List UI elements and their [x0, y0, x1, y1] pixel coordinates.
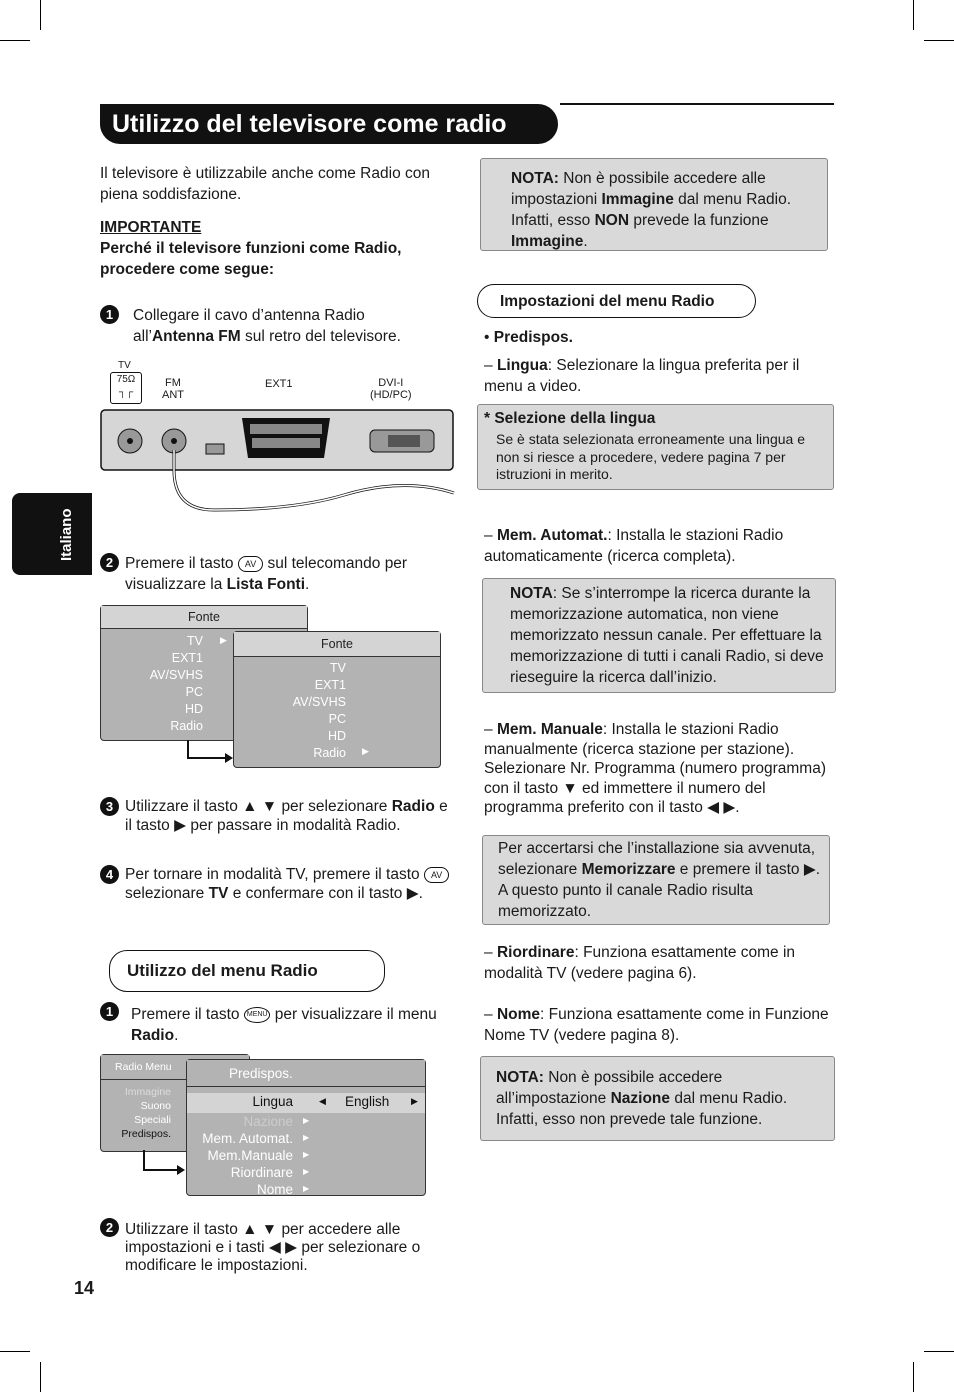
mem-man-text: – Mem. Manuale: Installa le stazioni Radio manualmente (ricerca stazione per stazione). Selezionare Nr. Programma (numero programma) con il tasto ▼ ed immettere il numero del programma preferito con il tasto ◀ ▶. — [484, 721, 826, 816]
arrow-right-icon: ▶ — [362, 746, 369, 756]
menu-item[interactable]: EXT1 — [171, 651, 203, 665]
menu-items — [234, 657, 440, 762]
title-rule — [560, 103, 834, 105]
menu-item[interactable]: Mem. Automat. — [202, 1131, 293, 1146]
step-number: 1 — [100, 1002, 119, 1021]
arrow-left-icon: ◀ — [319, 1096, 326, 1106]
info-box — [482, 835, 830, 925]
av-button-icon: AV — [238, 556, 263, 572]
menu-item[interactable]: Radio — [170, 719, 203, 733]
info-text: Se è stata selezionata erroneamente una lingua e non si riesce a procedere, vedere pagina 7 per istruzioni in merito. — [496, 431, 805, 482]
note-box — [482, 578, 836, 693]
menu-item[interactable]: Predispos. — [121, 1128, 171, 1140]
note-text: NOTA: Non è possibile accedere all’impostazione Nazione dal menu Radio. Infatti, esso non prevede tale funzione. — [496, 1069, 788, 1128]
tv-label: TV — [118, 360, 131, 371]
s2-step1-text: Premere il tasto MENU per visualizzare il menu Radio. — [131, 1006, 437, 1044]
menu-item[interactable]: TV — [330, 661, 346, 675]
note-box — [480, 1056, 835, 1141]
arrow-right-icons: ▶ ▶ ▶ ▶ ▶ — [303, 1116, 310, 1193]
menu-item[interactable]: TV — [187, 634, 203, 648]
menu-item[interactable]: EXT1 — [314, 678, 346, 692]
step3-text: Utilizzare il tasto ▲ ▼ per selezionare Radio e il tasto ▶ per passare in modalità Radio. — [125, 798, 448, 834]
menu-button-icon: MENU — [244, 1007, 271, 1023]
nome-text: – Nome: Funziona esattamente come in Funzione Nome TV (vedere pagina 8). — [484, 1006, 829, 1044]
menu-item[interactable]: PC — [185, 685, 203, 699]
note-text: NOTA: Non è possibile accedere alle impostazioni Immagine dal menu Radio. Infatti, esso NON prevede la funzione Immagine. — [511, 170, 792, 250]
fm-ant-label: FM ANT — [162, 377, 184, 401]
crop-mark — [40, 1362, 41, 1392]
menu-item[interactable]: Riordinare — [230, 1165, 293, 1180]
fonte-submenu — [233, 631, 441, 768]
menu-item[interactable]: Nazione — [243, 1114, 293, 1129]
crop-mark — [0, 1351, 30, 1352]
menu-item[interactable]: Nome — [256, 1182, 293, 1197]
note-text: NOTA: Se s’interrompe la ricerca durante la memorizzazione automatica, non viene memorizzato nessun canale. Per effettuare la memorizzazione di tutti i canali Radio, si deve rieseguire la ricerca dall’inizio. — [510, 585, 824, 686]
step4-text: Per tornare in modalità TV, premere il tasto AV selezionare TV e confermare con il tasto ▶. — [125, 865, 457, 903]
menu-item[interactable]: Speciali — [134, 1114, 171, 1126]
arrow-right-icon: ▶ — [220, 635, 227, 645]
menu-link-arrow — [140, 1150, 188, 1176]
step-number: 2 — [100, 553, 119, 572]
info-box — [477, 404, 834, 490]
menu-item[interactable]: PC — [328, 712, 346, 726]
intro-text: Il televisore è utilizzabile anche come Radio con piena soddisfazione. — [100, 165, 430, 203]
menu-item[interactable]: AV/SVHS — [149, 668, 203, 682]
crop-mark — [40, 0, 41, 30]
info-text: Per accertarsi che l’installazione sia avvenuta, selezionare Memorizzare e premere il tasto ▶. A questo punto il canale Radio risulta memorizzato. — [498, 840, 821, 920]
step-number: 2 — [100, 1218, 119, 1237]
menu-item[interactable]: HD — [184, 702, 203, 716]
step-number: 4 — [100, 865, 119, 884]
section-heading: Impostazioni del menu Radio — [477, 284, 756, 318]
menu-item[interactable]: Immagine — [124, 1086, 171, 1098]
menu-item[interactable]: AV/SVHS — [292, 695, 346, 709]
menu-header: Predispos. — [187, 1060, 425, 1087]
crop-mark — [0, 40, 30, 41]
predispos-menu — [186, 1059, 426, 1196]
menu-header: Radio Menu — [101, 1055, 249, 1080]
menu-link-arrow — [185, 740, 235, 764]
step2-text: Premere il tasto AV sul telecomando per visualizzare la Lista Fonti. — [125, 555, 408, 593]
bullet-item: • Predispos. — [484, 329, 573, 346]
crop-mark — [924, 1351, 954, 1352]
crop-mark — [913, 1362, 914, 1392]
lingua-text: – Lingua: Selezionare la lingua preferita per il menu a video. — [484, 357, 800, 395]
menu-item[interactable]: HD — [327, 729, 346, 743]
menu-header: Fonte — [234, 632, 440, 657]
menu-item[interactable]: Suono — [140, 1100, 171, 1112]
step-number: 3 — [100, 797, 119, 816]
important-heading: IMPORTANTE — [100, 219, 202, 236]
connector-diagram — [100, 358, 460, 518]
step-number: 1 — [100, 305, 119, 324]
ext1-label: EXT1 — [265, 378, 293, 390]
riordinare-text: – Riordinare: Funziona esattamente come in modalità TV (vedere pagina 6). — [484, 944, 796, 982]
value-text: English — [345, 1094, 390, 1109]
menu-item[interactable]: Radio — [313, 746, 346, 760]
arrow-right-icon: ▶ — [411, 1096, 418, 1106]
mem-auto-text: – Mem. Automat.: Installa le stazioni Radio automaticamente (ricerca completa). — [484, 527, 784, 565]
s2-step2-text: Utilizzare il tasto ▲ ▼ per accedere alle impostazioni e i tasti ◀ ▶ per selezionare o modificare le impostazioni. — [125, 1221, 421, 1274]
menu-item[interactable]: Mem.Manuale — [207, 1148, 293, 1163]
section-heading: Utilizzo del menu Radio — [109, 950, 385, 992]
menu-item[interactable]: Lingua — [252, 1094, 293, 1109]
page-title: Utilizzo del televisore come radio — [100, 104, 558, 144]
step1-text: Collegare il cavo d’antenna Radio all’Antenna FM sul retro del televisore. — [133, 307, 401, 345]
language-tab: Italiano — [12, 493, 92, 575]
dvi-label: DVI-I (HD/PC) — [370, 377, 412, 401]
important-text: Perché il televisore funzioni come Radio, procedere come segue: — [100, 240, 402, 278]
crop-mark — [913, 0, 914, 30]
menu-header: Fonte — [101, 606, 307, 629]
selected-row[interactable] — [187, 1093, 425, 1113]
crop-mark — [924, 40, 954, 41]
info-title: * Selezione della lingua — [484, 410, 656, 427]
note-box — [480, 158, 828, 251]
page-number: 14 — [74, 1278, 95, 1298]
av-button-icon: AV — [424, 867, 449, 883]
ohm-box: 75Ω ┐┌ — [110, 372, 142, 404]
